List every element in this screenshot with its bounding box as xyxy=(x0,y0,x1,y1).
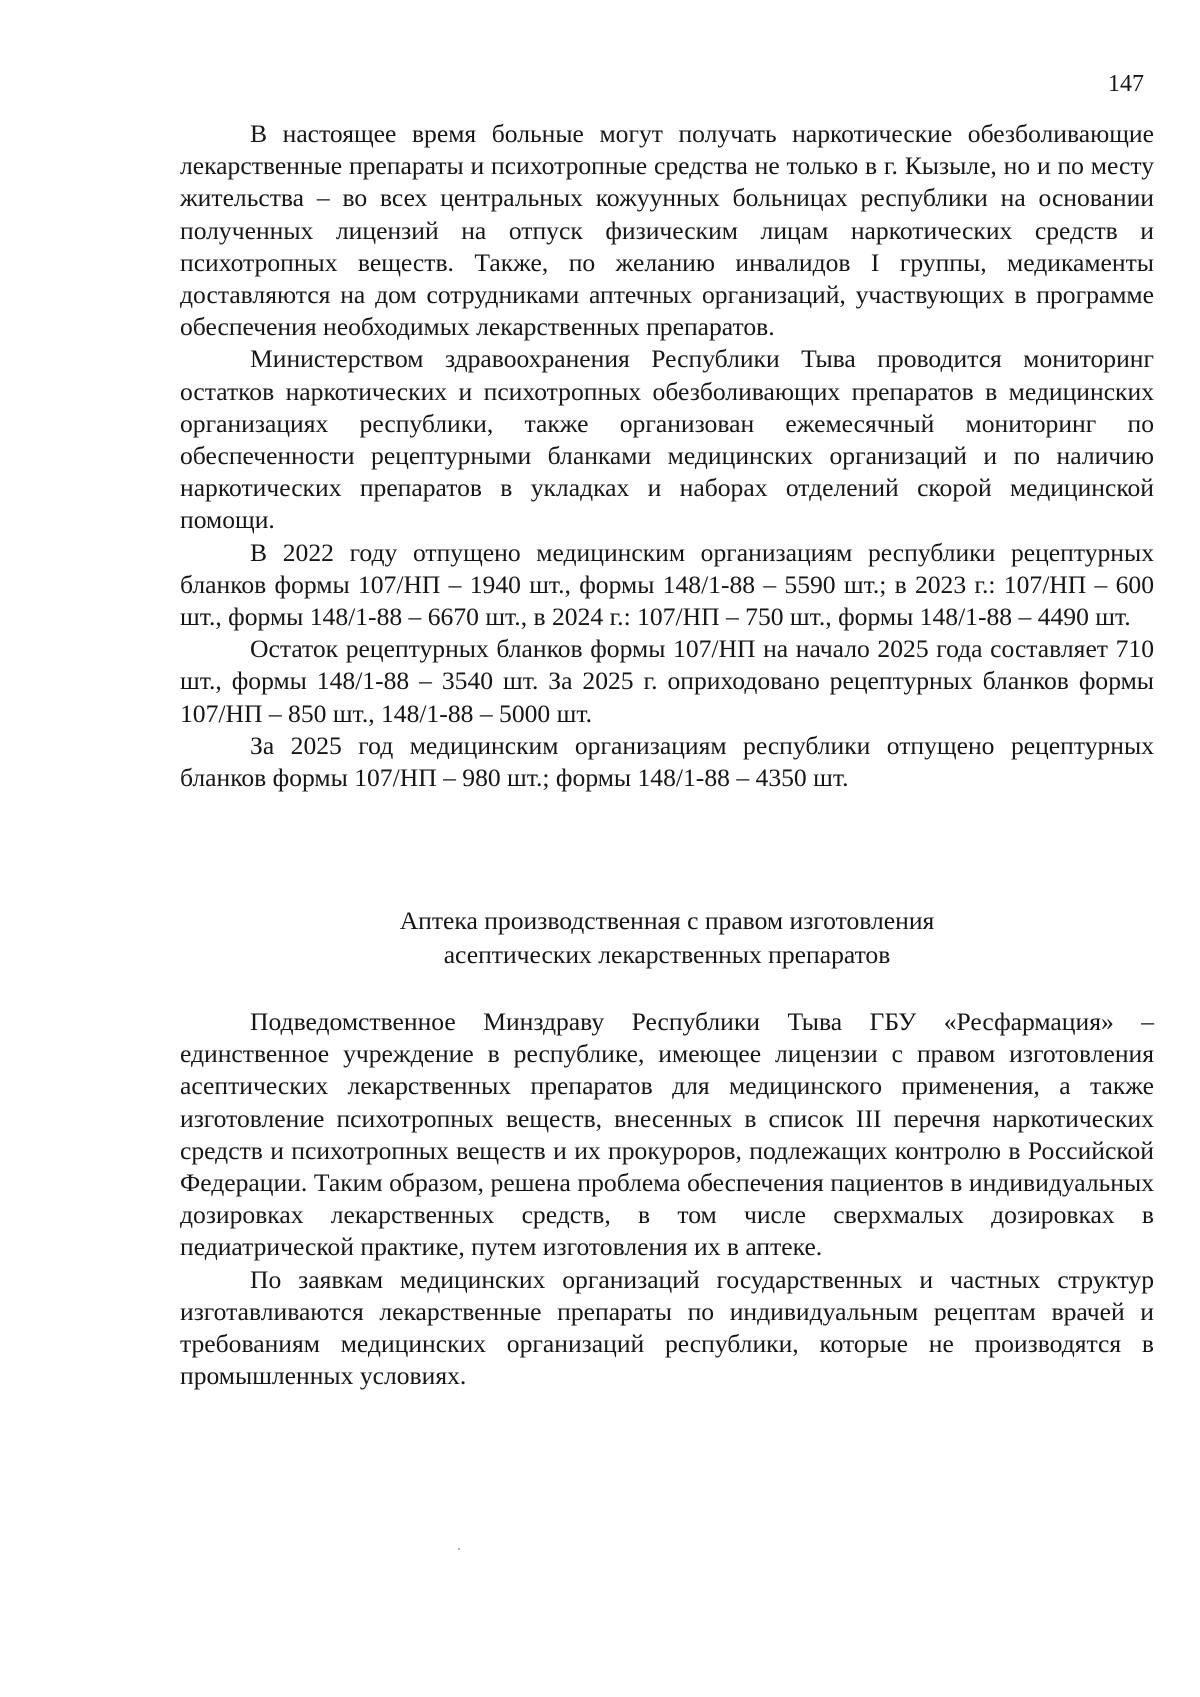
paragraph: В 2022 году отпущено медицинским организациям республики рецептурных бланков формы 107/НП – 1940 шт., формы 148/1-88 – 5590 шт.; в 2023 г.: 107/НП – 600 шт., формы 148/1-88 – 6670 шт., в 2024 г.: 107/НП – 750 шт., формы 148/1-88 – 4490 шт. xyxy=(180,537,1154,632)
section-heading-line: асептических лекарственных препаратов xyxy=(443,940,891,969)
paragraph: В настоящее время больные могут получать наркотические обезболивающие лекарственные препараты и психотропные средства не только в г. Кызыле, но и по месту жительства – во всех центральных кожуунных больницах республики на основании полученных лицензий на отпуск физическим лицам наркотических средств и психотропных веществ. Также, по желанию инвалидов I группы, медикаменты доставляются на дом сотрудниками аптечных организаций, участвующих в программе обеспечения необходимых лекарственных препаратов. xyxy=(180,119,1154,342)
paragraph: Подведомственное Минздраву Республики Тыва ГБУ «Ресфармация» – единственное учреждение в республике, имеющее лицензии с правом изготовления асептических лекарственных препаратов для медицинского применения, а также изготовление психотропных веществ, внесенных в список III перечня наркотических средств и психотропных веществ и их прокуроров, подлежащих контролю в Российской Федерации. Таким образом, решена проблема обеспечения пациентов в индивидуальных дозировках лекарственных средств, в том числе сверхмалых дозировках в педиатрической практике, путем изготовления их в аптеке. xyxy=(180,1007,1154,1262)
section-heading xyxy=(180,904,1154,972)
paragraph: По заявкам медицинских организаций государственных и частных структур изготавливаются лекарственные препараты по индивидуальным рецептам врачей и требованиям медицинских организаций республики, которые не производятся в промышленных условиях. xyxy=(180,1264,1154,1391)
section-heading-line: Аптека производственная с правом изготовления xyxy=(399,906,935,935)
paragraph: Остаток рецептурных бланков формы 107/НП на начало 2025 года составляет 710 шт., формы 148/1-88 – 3540 шт. За 2025 г. оприходовано рецептурных бланков формы 107/НП – 850 шт., 148/1-88 – 5000 шт. xyxy=(180,634,1154,728)
paragraph: За 2025 год медицинским организациям республики отпущено рецептурных бланков формы 107/НП – 980 шт.; формы 148/1-88 – 4350 шт. xyxy=(180,730,1154,793)
section-body-top xyxy=(180,118,1154,794)
section-body-bottom xyxy=(180,1006,1154,1392)
scan-speck xyxy=(458,1548,460,1550)
paragraph: Министерством здравоохранения Республики Тыва проводится мониторинг остатков наркотических и психотропных обезболивающих препаратов в медицинских организациях республики, также организован ежемесячный мониторинг по обеспеченности рецептурными бланками медицинских организаций и по наличию наркотических препаратов в укладках и наборах отделений скорой медицинской помощи. xyxy=(180,344,1154,535)
page-number: 147 xyxy=(1108,71,1144,97)
